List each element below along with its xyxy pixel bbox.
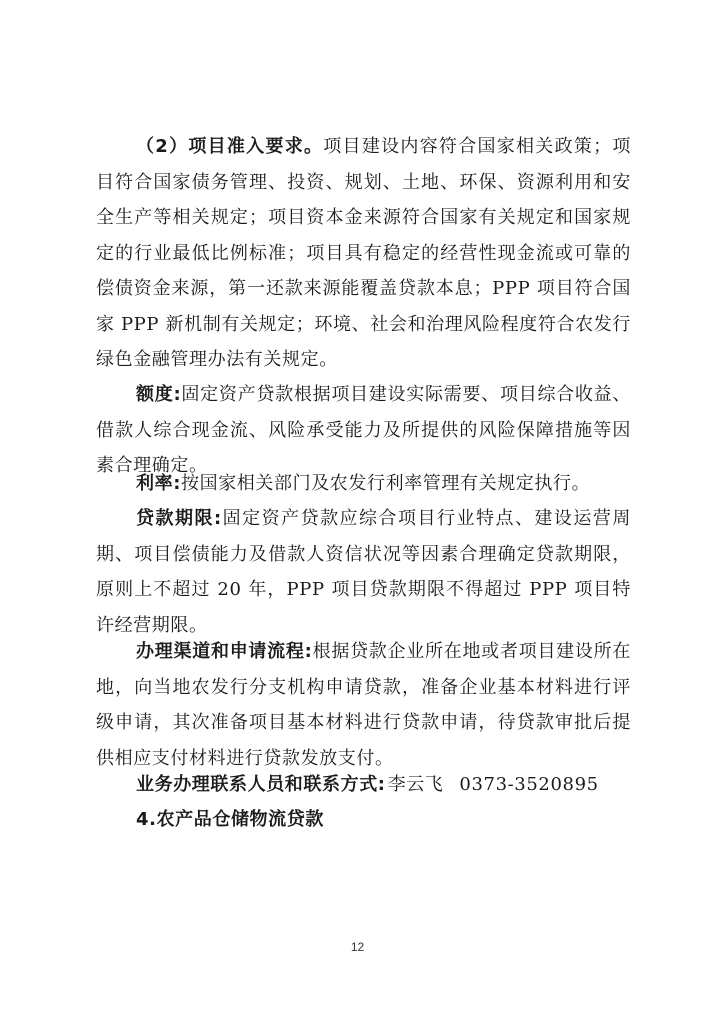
text-loan-amount: 固定资产贷款根据项目建设实际需要、项目综合收益、借款人综合现金流、风险承受能力及所提供的风险保障措施等因素合理确定。 xyxy=(96,384,631,476)
label-contact: 业务办理联系人员和联系方式: xyxy=(136,774,386,795)
page-number: 12 xyxy=(350,940,365,954)
contact-name: 李云飞 xyxy=(387,774,444,795)
text-application-process: 根据贷款企业所在地或者项目建设所在地，向当地农发行分支机构申请贷款，准备企业基本材料进行评级申请，其次准备项目基本材料进行贷款申请，待贷款审批后提供相应支付材料进行贷款发放支付。 xyxy=(96,641,632,769)
contact-phone: 0373-3520895 xyxy=(459,774,599,795)
text-loan-term: 固定资产贷款应综合项目行业特点、建设运营周期、项目偿债能力及借款人资信状况等因素合理确定贷款期限，原则上不超过 20 年，PPP 项目贷款期限不得超过 PPP 项目特许经营期限。 xyxy=(96,508,631,636)
section-heading-storage-logistics-loan: 4.农产品仓储物流贷款 xyxy=(136,809,324,830)
label-application-process: 办理渠道和申请流程: xyxy=(136,641,313,662)
label-project-admission: （2）项目准入要求。 xyxy=(136,136,324,157)
paragraph-application-process xyxy=(96,634,631,776)
label-loan-term: 贷款期限: xyxy=(136,508,222,529)
text-interest-rate: 按国家相关部门及农发行利率管理有关规定执行。 xyxy=(181,473,591,494)
text-project-admission: 项目建设内容符合国家相关政策；项目符合国家债务管理、投资、规划、土地、环保、资源利用和安全生产等相关规定；项目资本金来源符合国家有关规定和国家规定的行业最低比例标准；项目具有稳定的经营性现金流或可靠的偿债资金来源，第一还款来源能覆盖贷款本息；PPP 项目符合国家 PPP 新机制有关规定；环境、社会和治理风险程度符合农发行绿色金融管理办法有关规定。 xyxy=(96,136,631,370)
paragraph-loan-term xyxy=(96,501,631,643)
paragraph-project-admission xyxy=(96,129,631,378)
label-loan-amount: 额度: xyxy=(136,384,182,405)
label-interest-rate: 利率: xyxy=(136,473,181,494)
paragraph-interest-rate xyxy=(96,466,631,502)
paragraph-contact xyxy=(96,767,631,803)
